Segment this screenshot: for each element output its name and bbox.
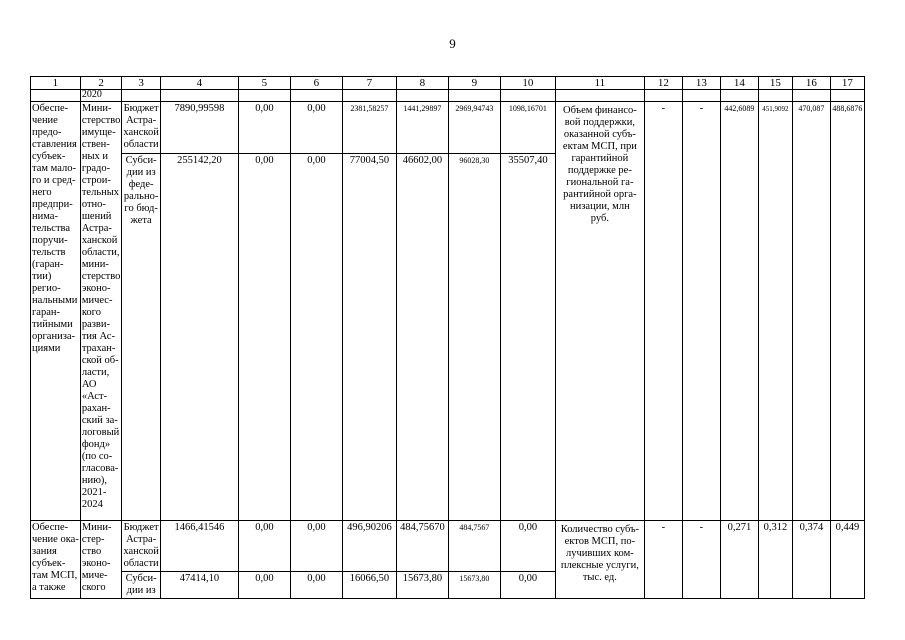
column-header-row — [31, 77, 865, 90]
col-header: 12 — [644, 77, 682, 90]
value-cell: 96028,30 — [448, 154, 500, 521]
col-header: 16 — [792, 77, 830, 90]
col-header: 15 — [758, 77, 792, 90]
table-row — [31, 102, 865, 154]
source-cell: Бюджет Астра- ханской области — [122, 102, 161, 154]
col-header: 2 — [80, 77, 122, 90]
value-cell: - — [644, 521, 682, 599]
value-cell: 255142,20 — [160, 154, 238, 521]
budget-table — [30, 76, 865, 599]
value-cell: 0,00 — [238, 521, 290, 572]
col-header: 8 — [396, 77, 448, 90]
value-cell: 0,374 — [792, 521, 830, 599]
value-cell: 484,75670 — [396, 521, 448, 572]
col-header: 1 — [31, 77, 81, 90]
value-cell: 1441,29897 — [396, 102, 448, 154]
value-cell: 15673,80 — [396, 572, 448, 599]
value-cell: 0,00 — [238, 572, 290, 599]
col-header: 5 — [238, 77, 290, 90]
value-cell: 0,312 — [758, 521, 792, 599]
table-row — [31, 521, 865, 572]
value-cell: 2381,58257 — [342, 102, 396, 154]
value-cell: 488,6876 — [830, 102, 864, 521]
value-cell: 0,00 — [238, 154, 290, 521]
value-cell: 496,90206 — [342, 521, 396, 572]
col-header: 4 — [160, 77, 238, 90]
col-header: 6 — [290, 77, 342, 90]
source-cell: Бюджет Астра- ханской области — [122, 521, 161, 572]
measure-cell: Обеспе- чение предо- ставления субъек- там мало- го и сред- него предпри- нима- тельства поручи- тельств (гаран- тии) регио- нальными гаран- тийными организа- циями — [31, 102, 81, 521]
value-cell: 35507,40 — [500, 154, 555, 521]
value-cell: 470,087 — [792, 102, 830, 521]
col-header: 9 — [448, 77, 500, 90]
col-header: 3 — [122, 77, 161, 90]
page-number: 9 — [449, 36, 456, 51]
continuation-row — [31, 90, 865, 102]
value-cell: 2969,94743 — [448, 102, 500, 154]
value-cell: 0,449 — [830, 521, 864, 599]
value-cell: 1466,41546 — [160, 521, 238, 572]
value-cell: - — [644, 102, 682, 521]
value-cell: 484,7567 — [448, 521, 500, 572]
value-cell: 0,00 — [500, 521, 555, 572]
indicator-cell: Количество субъ- ектов МСП, по- лучивших ком- плексные услуги, тыс. ед. — [555, 521, 644, 599]
executor-cell: Мини- стер- ство эконо- миче- ского — [80, 521, 122, 599]
col-header: 13 — [682, 77, 720, 90]
value-cell: 0,00 — [238, 102, 290, 154]
value-cell: 0,00 — [290, 102, 342, 154]
value-cell: 46602,00 — [396, 154, 448, 521]
value-cell: 0,271 — [720, 521, 758, 599]
executor-cell: Мини- стерство имуще- ствен- ных и градо- строи- тельных отно- шений Астра- ханской области, мини- стерство эконо- мичес- кого разви- тия Ас- трахан- ской об- ласти, АО «Аст- рахан- ский за- логовый фонд» (по со- гласова- нию), 2021- 2024 — [80, 102, 122, 521]
value-cell: - — [682, 521, 720, 599]
value-cell: 77004,50 — [342, 154, 396, 521]
value-cell: 1098,16701 — [500, 102, 555, 154]
continuation-year: 2020 — [80, 90, 122, 102]
source-cell: Субси- дии из — [122, 572, 161, 599]
col-header: 11 — [555, 77, 644, 90]
value-cell: 47414,10 — [160, 572, 238, 599]
col-header: 17 — [830, 77, 864, 90]
value-cell: - — [682, 102, 720, 521]
value-cell: 0,00 — [290, 521, 342, 572]
col-header: 10 — [500, 77, 555, 90]
value-cell: 0,00 — [290, 154, 342, 521]
source-cell: Субси- дии из феде- рально- го бюд- жета — [122, 154, 161, 521]
value-cell: 15673,80 — [448, 572, 500, 599]
value-cell: 0,00 — [500, 572, 555, 599]
value-cell: 451,9092 — [758, 102, 792, 521]
measure-cell: Обеспе- чение ока- зания субъек- там МСП, а также — [31, 521, 81, 599]
value-cell: 7890,99598 — [160, 102, 238, 154]
col-header: 7 — [342, 77, 396, 90]
value-cell: 16066,50 — [342, 572, 396, 599]
col-header: 14 — [720, 77, 758, 90]
value-cell: 442,6089 — [720, 102, 758, 521]
value-cell: 0,00 — [290, 572, 342, 599]
indicator-cell: Объем финансо- вой поддержки, оказанной субъ- ектам МСП, при гарантийной поддержке ре- гиональной га- рантийной орга- низации, млн руб. — [555, 102, 644, 521]
